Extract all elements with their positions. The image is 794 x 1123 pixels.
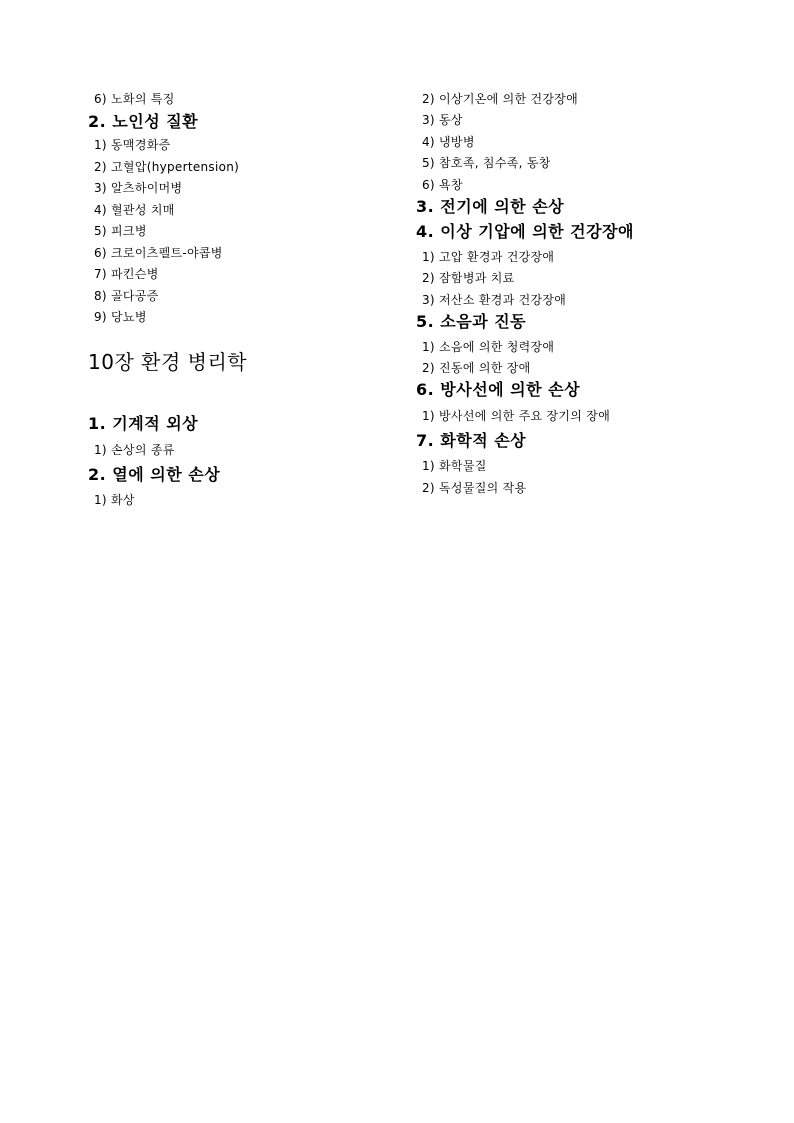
subsection-decompression-sickness: 2) 잠함병과 치료 [422, 271, 515, 285]
subsection-parkinsons: 7) 파킨슨병 [94, 267, 159, 281]
subsection-pick-disease: 5) 피크병 [94, 224, 147, 238]
subsection-alzheimers: 3) 알츠하이머병 [94, 181, 183, 195]
subsection-atherosclerosis: 1) 동맥경화증 [94, 138, 171, 152]
subsection-hypertension: 2) 고혈압(hypertension) [94, 160, 240, 174]
subsection-osteoporosis: 8) 골다공증 [94, 289, 159, 303]
chapter-title: 10장 환경 병리학 [88, 350, 248, 374]
subsection-abnormal-temperature: 2) 이상기온에 의한 건강장애 [422, 92, 579, 106]
subsection-hypoxia: 3) 저산소 환경과 건강장애 [422, 293, 567, 307]
subsection-air-conditioning-illness: 4) 냉방병 [422, 135, 475, 149]
section-noise-vibration: 5. 소음과 진동 [416, 312, 527, 331]
section-chemical-injury: 7. 화학적 손상 [416, 431, 527, 450]
section-electrical-injury: 3. 전기에 의한 손상 [416, 197, 565, 216]
subsection-radiation-organ-damage: 1) 방사선에 의한 주요 장기의 장애 [422, 409, 611, 423]
section-geriatric-diseases: 2. 노인성 질환 [88, 112, 199, 131]
subsection-aging-characteristics: 6) 노화의 특징 [94, 92, 175, 106]
section-radiation-injury: 6. 방사선에 의한 손상 [416, 380, 581, 399]
subsection-injury-types: 1) 손상의 종류 [94, 443, 175, 457]
subsection-toxic-effects: 2) 독성물질의 작용 [422, 481, 527, 495]
subsection-high-pressure: 1) 고압 환경과 건강장애 [422, 250, 555, 264]
subsection-vascular-dementia: 4) 혈관성 치매 [94, 203, 175, 217]
subsection-diabetes: 9) 당뇨병 [94, 310, 147, 324]
section-thermal-injury: 2. 열에 의한 손상 [88, 465, 221, 484]
subsection-burns: 1) 화상 [94, 493, 135, 507]
subsection-chemicals: 1) 화학물질 [422, 459, 487, 473]
subsection-hearing-loss: 1) 소음에 의한 청력장애 [422, 340, 555, 354]
subsection-bedsores: 6) 욕창 [422, 178, 463, 192]
subsection-creutzfeldt-jakob: 6) 크로이츠펠트-야콥병 [94, 246, 223, 260]
subsection-frostbite: 3) 동상 [422, 113, 463, 127]
section-abnormal-pressure: 4. 이상 기압에 의한 건강장애 [416, 222, 635, 241]
subsection-vibration-disorder: 2) 진동에 의한 장애 [422, 361, 531, 375]
subsection-trench-foot: 5) 참호족, 침수족, 동창 [422, 156, 551, 170]
section-mechanical-trauma: 1. 기계적 외상 [88, 414, 199, 433]
